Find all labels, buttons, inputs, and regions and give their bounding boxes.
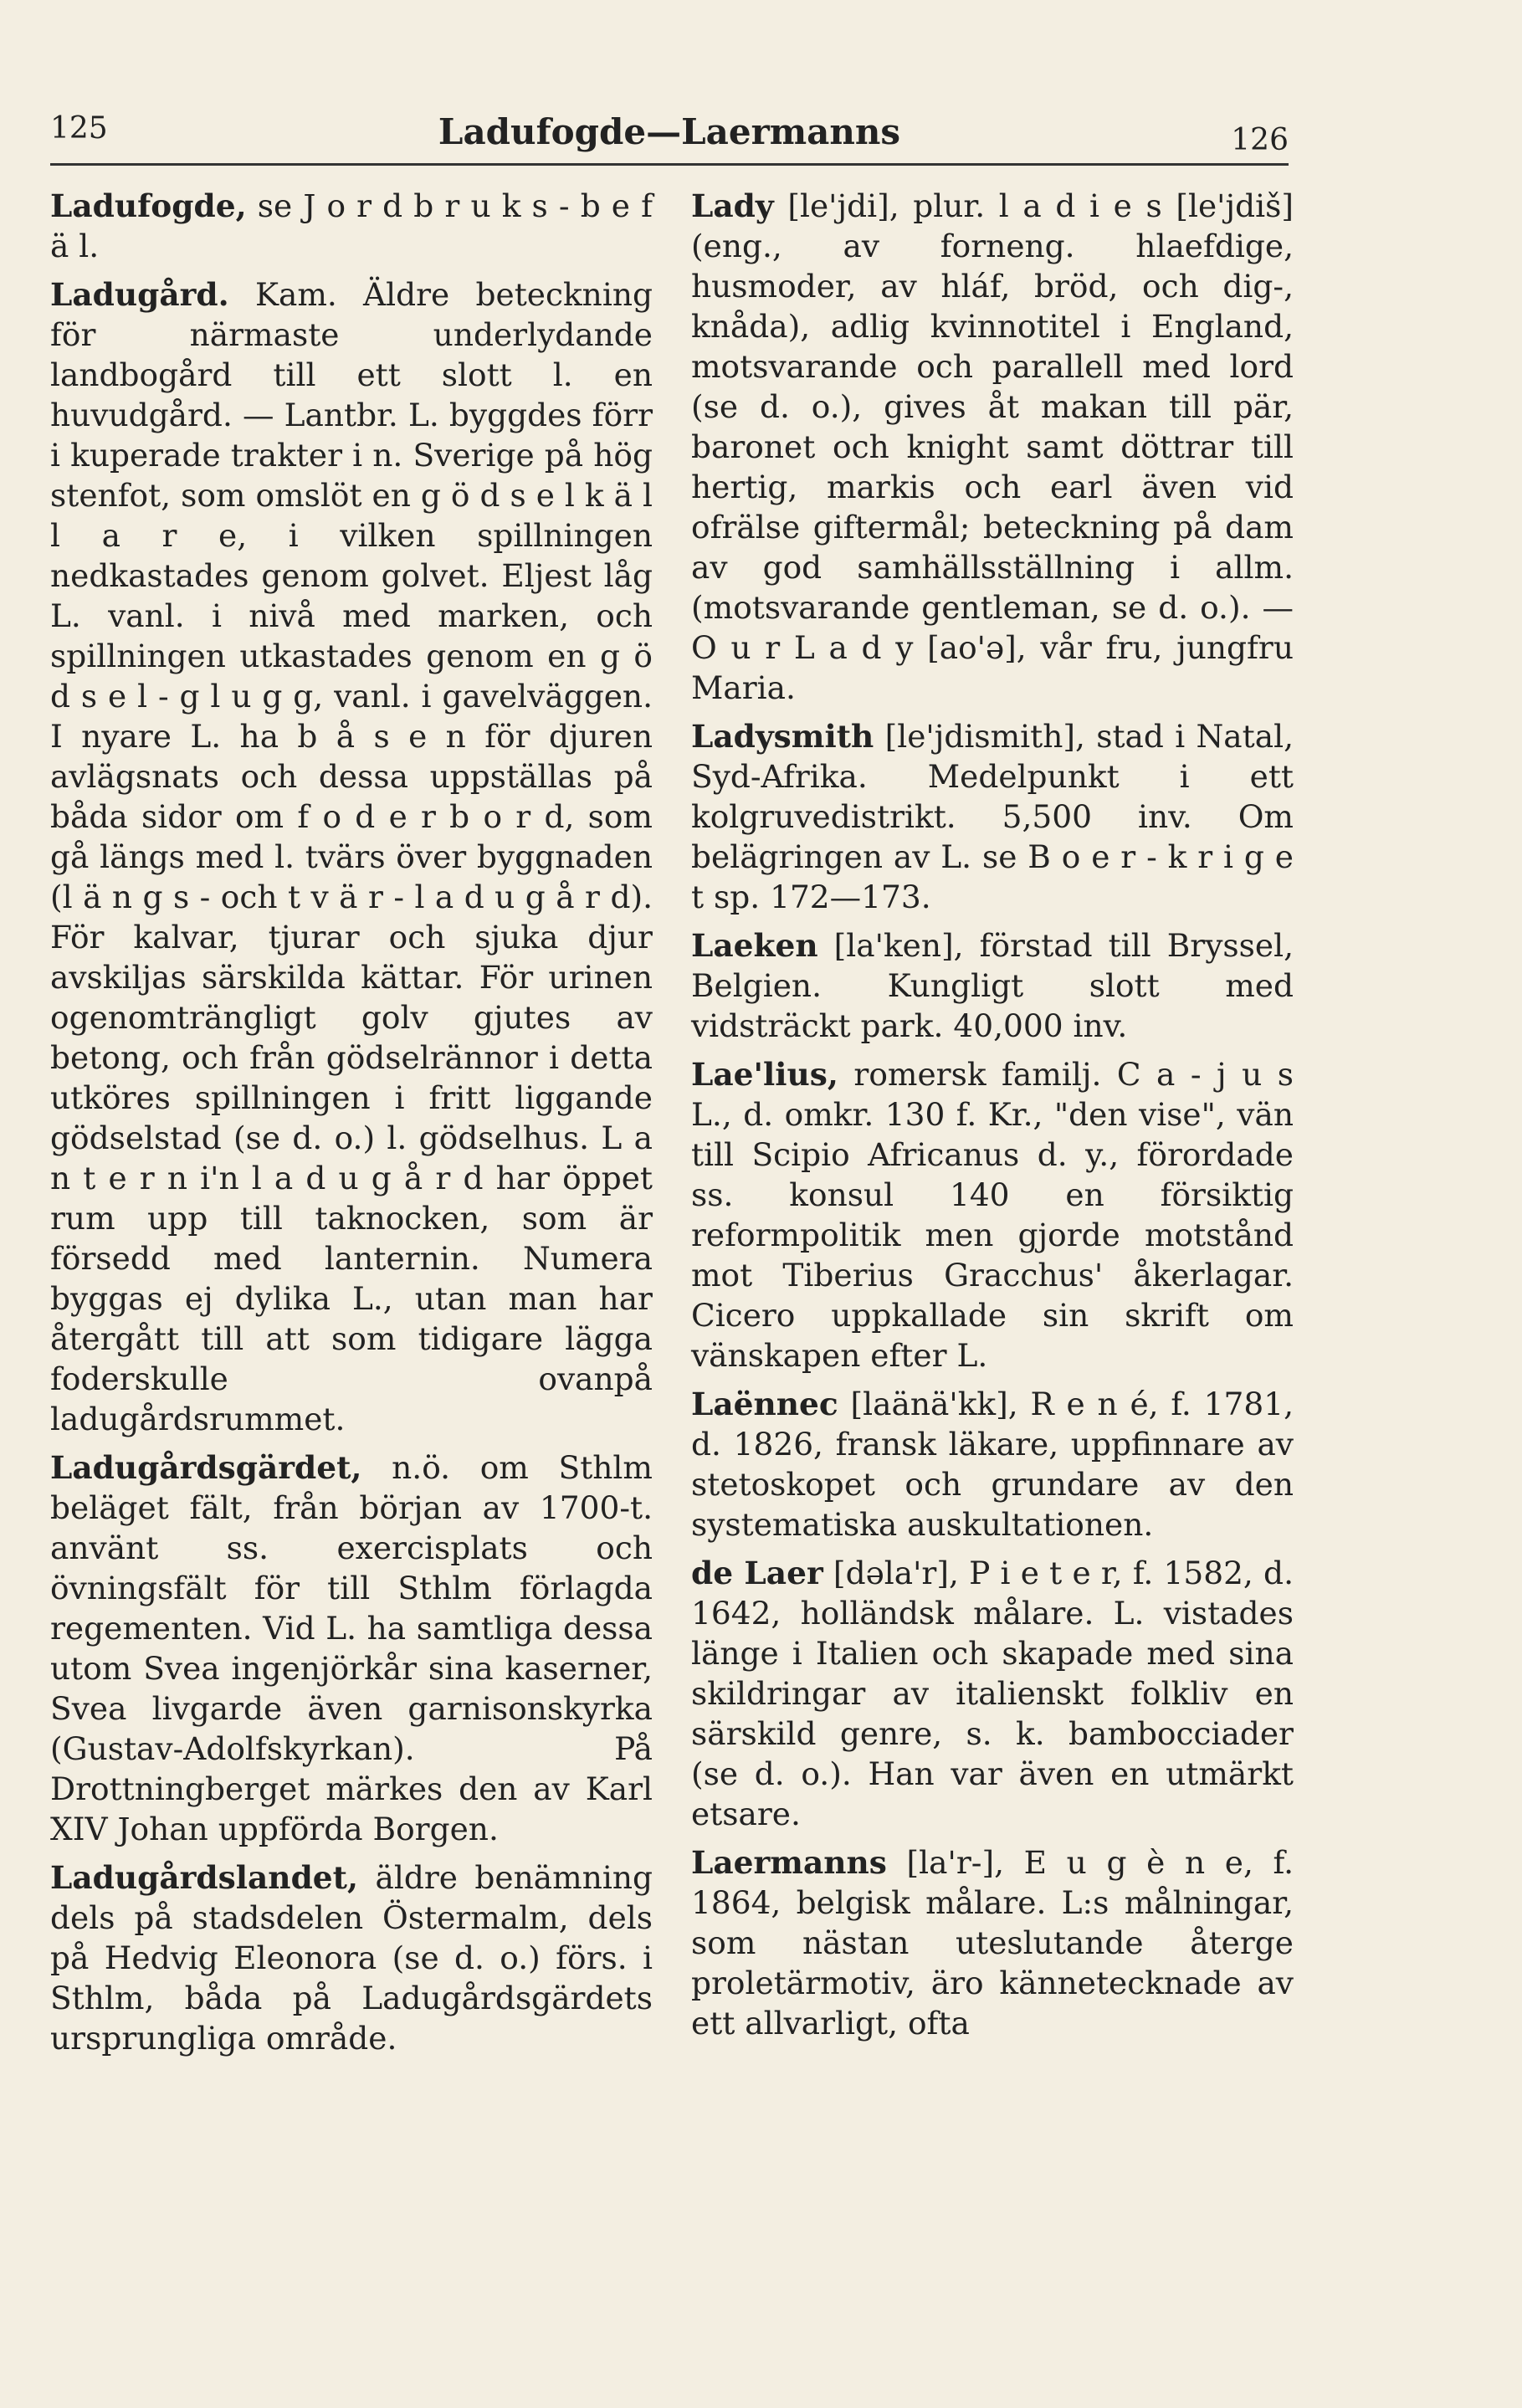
entry-laermanns	[691, 1842, 1294, 2043]
page-header	[50, 105, 1289, 166]
entry-head: Lady	[691, 187, 774, 224]
entry-head: Laermanns	[691, 1844, 887, 1881]
page-number-left: 125	[50, 111, 108, 146]
entry-de-laer	[691, 1553, 1294, 1834]
entry-body: [la'r-], E u g è n e, f. 1864, belgisk målare. L:s målningar, som nästan uteslutande återge proletärmotiv, äro kännetecknade av ett allvarligt, ofta	[691, 1844, 1294, 2042]
entry-ladufogde	[50, 186, 653, 266]
left-column	[50, 186, 653, 2067]
entry-body: äldre benämning dels på stadsdelen Östermalm, dels på Hedvig Eleonora (se d. o.) förs. i Sthlm, båda på Ladugårdsgärdets ursprungliga område.	[50, 1859, 653, 2057]
entry-laeken	[691, 925, 1294, 1046]
entry-head: Lae'lius,	[691, 1056, 838, 1093]
entry-laennec	[691, 1384, 1294, 1545]
entry-laelius	[691, 1054, 1294, 1376]
entry-body: se J o r d b r u k s - b e f ä l.	[50, 187, 653, 264]
entry-body: [dəla'r], P i e t e r, f. 1582, d. 1642, holländsk målare. L. vistades länge i Italien och skapade med sina skildringar av italienskt folkliv en särskild genre, s. k. bambocciader (se d. o.). Han var även en utmärkt etsare.	[691, 1555, 1294, 1832]
entry-head: de Laer	[691, 1555, 823, 1591]
entry-head: Ladugårdslandet,	[50, 1859, 359, 1896]
entry-lady	[691, 186, 1294, 708]
entry-body: Kam. Äldre beteckning för närmaste underlydande landbogård till ett slott l. en huvudgård. — Lantbr. L. byggdes förr i kuperade trakter i n. Sverige på hög stenfot, som omslöt en g ö d s e l k ä l l a r e, i vilken spillningen nedkastades genom golvet. Eljest låg L. vanl. i nivå med marken, och spillningen utkastades genom en g ö d s e l - g l u g g, vanl. i gavelväggen. I nyare L. ha b å s e n för djuren avlägsnats och dessa uppställas på båda sidor om f o d e r b o r d, som gå längs med l. tvärs över byggnaden (l ä n g s - och t v ä r - l a d u g å r d). För kalvar, tjurar och sjuka djur avskiljas särskilda kättar. För urinen ogenomträngligt golv gjutes av betong, och från gödselrännor i detta utköres spillningen i fritt liggande gödselstad (se d. o.) l. gödselhus. L a n t e r n i'n l a d u g å r d har öppet rum upp till taknocken, som är försedd med lanternin. Numera byggas ej dylika L., utan man har återgått till att som tidigare lägga foderskulle ovanpå ladugårdsrummet.	[50, 276, 653, 1437]
entry-ladugard	[50, 274, 653, 1439]
entry-head: Ladysmith	[691, 718, 874, 755]
entry-body: [le'jdi], plur. l a d i e s [le'jdiš] (eng., av forneng. hlaefdige, husmoder, av hláf, bröd, och dig-, knåda), adlig kvinnotitel i England, motsvarande och parallell med lord (se d. o.), gives åt makan till pär, baronet och knight samt döttrar till hertig, markis och earl även vid ofrälse giftermål; beteckning på dam av god samhällsställning i allm. (motsvarande gentleman, se d. o.). — O u r L a d y [ao'ə], vår fru, jungfru Maria.	[691, 187, 1294, 706]
entry-ladugardslandet	[50, 1857, 653, 2058]
entry-body: n.ö. om Sthlm beläget fält, från början av 1700-t. använt ss. exercisplats och övningsfält för till Sthlm förlagda regementen. Vid L. ha samtliga dessa utom Svea ingenjörkår sina kaserner, Svea livgarde även garnisonskyrka (Gustav-Adolfskyrkan). På Drottningberget märkes den av Karl XIV Johan uppförda Borgen.	[50, 1449, 653, 1847]
entry-body: [le'jdismith], stad i Natal, Syd-Afrika. Medelpunkt i ett kolgruvedistrikt. 5,500 inv. Om belägringen av L. se B o e r - k r i g e t sp. 172—173.	[691, 718, 1294, 915]
entry-head: Laënnec	[691, 1386, 838, 1422]
right-column	[691, 186, 1294, 2052]
entry-head: Ladugård.	[50, 276, 229, 313]
entry-body: romersk familj. C a - j u s L., d. omkr. 130 f. Kr., "den vise", vän till Scipio Africanus d. y., förordade ss. konsul 140 en försiktig reformpolitik men gjorde motstånd mot Tiberius Gracchus' åkerlagar. Cicero uppkallade sin skrift om vänskapen efter L.	[691, 1056, 1294, 1374]
entry-head: Ladugårdsgärdet,	[50, 1449, 362, 1486]
entry-body: [la'ken], förstad till Bryssel, Belgien. Kungligt slott med vidsträckt park. 40,000 inv.	[691, 927, 1294, 1044]
running-title: Ladufogde—Laermanns	[438, 111, 901, 152]
entry-ladysmith	[691, 716, 1294, 917]
entry-head: Laeken	[691, 927, 818, 964]
entry-head: Ladufogde,	[50, 187, 247, 224]
entry-body: [laänä'kk], R e n é, f. 1781, d. 1826, fransk läkare, uppfinnare av stetoskopet och grundare av den systematiska auskultationen.	[691, 1386, 1294, 1543]
entry-ladugardsgardet	[50, 1447, 653, 1849]
page-number-right: 126	[1231, 123, 1289, 157]
